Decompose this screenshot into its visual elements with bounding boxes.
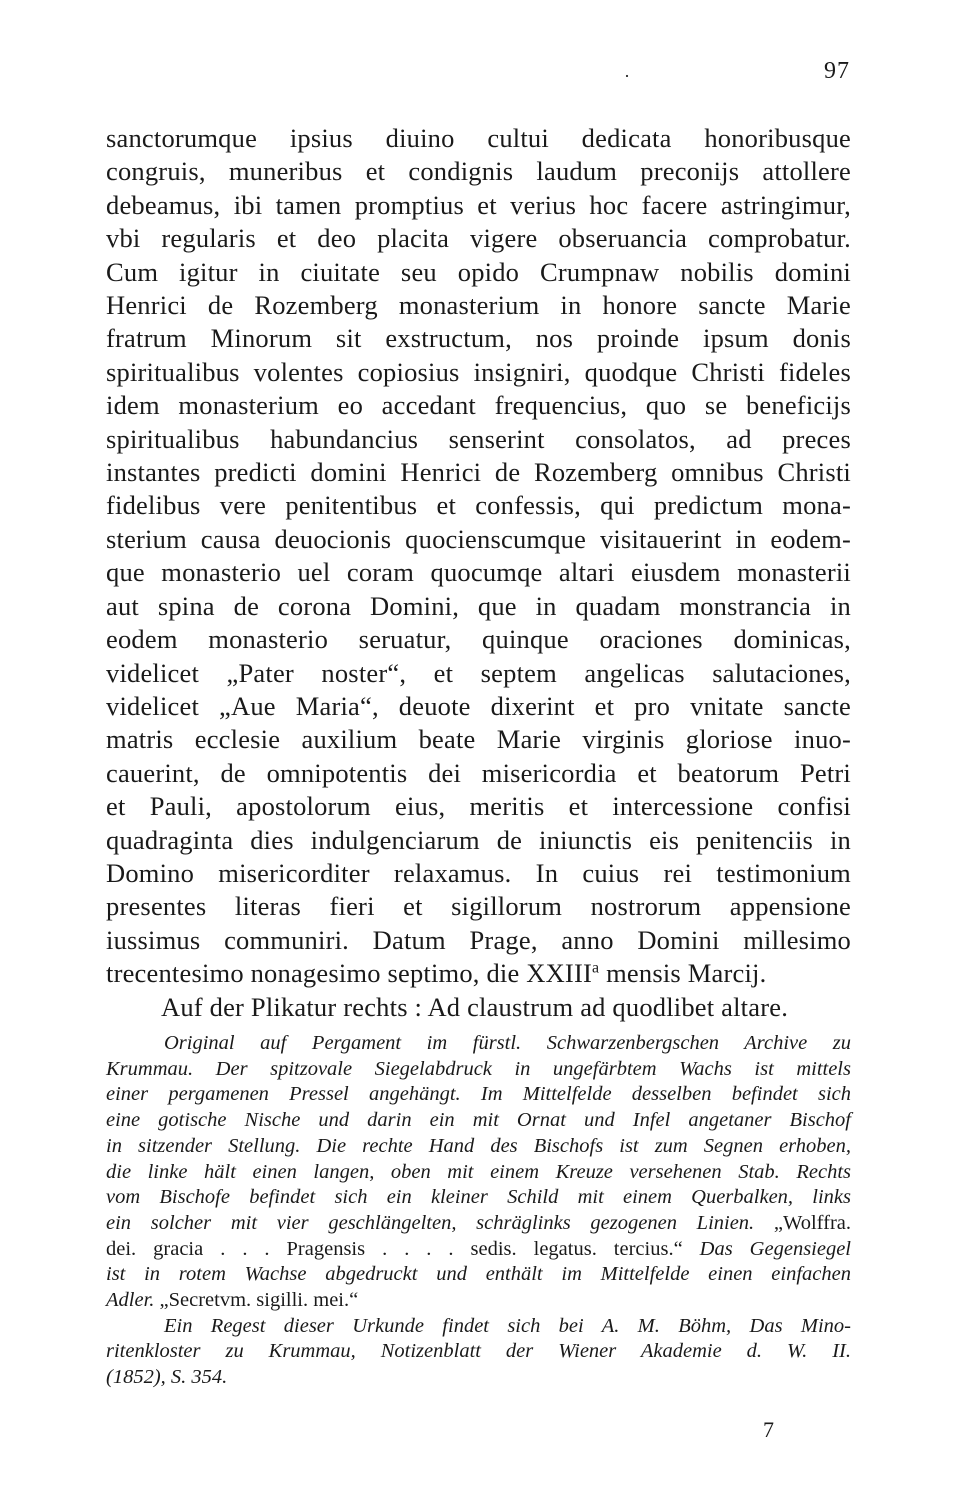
text-line: videlicet „Pater noster“, et septem angelicas salutaciones, (106, 657, 851, 688)
editorial-notes (106, 1031, 851, 1391)
note-line: die linke hält einen langen, oben mit einem Kreuze versehenen Stab. Rechts (106, 1160, 851, 1183)
text-line: fratrum Minorum sit exstructum, nos proinde ipsum donis (106, 323, 851, 354)
text-line: fidelibus vere penitentibus et confessis, qui predictum mona- (106, 490, 851, 521)
text-line: quadraginta dies indulgenciarum de iniunctis eis penitenciis in (106, 824, 851, 855)
text-line: spiritualibus volentes copiosius insigniri, quodque Christi fideles (106, 356, 851, 387)
text-line: videlicet „Aue Maria“, deuote dixerint et pro vnitate sancte (106, 690, 851, 721)
signature-mark: 7 (763, 1417, 774, 1442)
text-line: iussimus communiri. Datum Prage, anno Domini millesimo (106, 924, 851, 955)
text-line: et Pauli, apostolorum eius, meritis et intercessione confisi (106, 791, 851, 822)
text-line: spiritualibus habundancius senserint consolatos, ad preces (106, 423, 851, 454)
note-line (106, 1211, 851, 1237)
page-dot: · (624, 66, 630, 86)
note-text: Das Gegensiegel (682, 1237, 852, 1260)
text-line: congruis, muneribus et condignis laudum preconijs attollere (106, 156, 851, 187)
note-line: vom Bischofe befindet sich ein kleiner Schild mit einem Querbalken, links (106, 1186, 851, 1209)
plicature-line: Auf der Plikatur rechts : Ad claustrum ad quodlibet altare. (161, 991, 789, 1022)
note-line: Ein Regest dieser Urkunde findet sich bei A. M. Böhm, Das Mino- (164, 1314, 851, 1337)
text-line: idem monasterium eo accedant frequencius, quo se beneficijs (106, 390, 851, 421)
date-line-superscript: a (592, 959, 600, 977)
note-text: Adler. (106, 1289, 155, 1312)
text-line: sanctorumque ipsius diuino cultui dedicata honoribusque (106, 123, 851, 153)
note-line: ist in rotem Wachse abgedruckt und enthält im Mittelfelde einen einfachen (106, 1263, 851, 1286)
counterseal-legend: „Secretvm. sigilli. mei.“ (154, 1289, 359, 1312)
text-line: aut spina de corona Domini, que in quadam monstrancia in (106, 590, 851, 621)
note-line: eine gotische Nische und darin ein mit Ornat und Infel angetaner Bischof (106, 1109, 851, 1132)
note-line (106, 1288, 851, 1314)
date-line-prefix: trecentesimo nonagesimo septimo, die XXIII (106, 958, 593, 989)
text-line: instantes predicti domini Henrici de Rozemberg omnibus Christi (106, 457, 851, 488)
text-line: debeamus, ibi tamen promptius et verius hoc facere astringimur, (106, 189, 851, 220)
text-line: Henrici de Rozemberg monasterium in honore sancte Marie (106, 290, 851, 321)
note-line: ritenkloster zu Krummau, Notizenblatt der Wiener Akademie d. W. II. (106, 1340, 851, 1363)
text-line: sterium causa deuocionis quocienscumque visitauerint in eodem- (106, 523, 851, 554)
note-line (106, 1237, 851, 1263)
note-line: Krummau. Der spitzovale Siegelabdruck in ungefärbtem Wachs ist mittels (106, 1057, 851, 1080)
page-number: 97 (824, 58, 850, 84)
text-line: cauerint, de omnipotentis dei misericordia et beatorum Petri (106, 757, 851, 788)
note-line: einer pergamenen Pressel angehängt. Im Mittelfelde desselben befindet sich (106, 1083, 851, 1106)
text-line: Cum igitur in ciuitate seu opido Crumpnaw nobilis domini (106, 256, 851, 287)
text-line: matris ecclesie auxilium beate Marie virginis gloriose inuo- (106, 724, 851, 755)
text-line: que monasterio uel coram quocumqe altari eiusdem monasterii (106, 557, 851, 588)
date-line-suffix: mensis Marcij. (599, 958, 767, 989)
note-line: (1852), S. 354. (106, 1366, 228, 1389)
note-text: ein solcher mit vier geschlängelten, schräglinks gezogenen Linien. (106, 1211, 755, 1234)
charter-text (106, 122, 851, 1024)
text-line: vbi regularis et deo placita vigere obseruancia comprobatur. (106, 223, 851, 254)
text-line: eodem monasterio seruatur, quinque oraciones dominicas, (106, 624, 851, 655)
note-line: in sitzender Stellung. Die rechte Hand des Bischofs ist zum Segnen erhoben, (106, 1134, 851, 1157)
seal-legend: dei. gracia . . . Pragensis . . . . sedis. legatus. tercius.“ (106, 1237, 683, 1260)
note-line: Original auf Pergament im fürstl. Schwarzenbergschen Archive zu (164, 1032, 851, 1054)
text-line: presentes literas fieri et sigillorum nostrorum appensione (106, 891, 851, 922)
seal-legend: „Wolffra. (754, 1211, 851, 1234)
text-line: Domino misericorditer relaxamus. In cuius rei testimonium (106, 857, 851, 888)
date-line (106, 957, 851, 990)
